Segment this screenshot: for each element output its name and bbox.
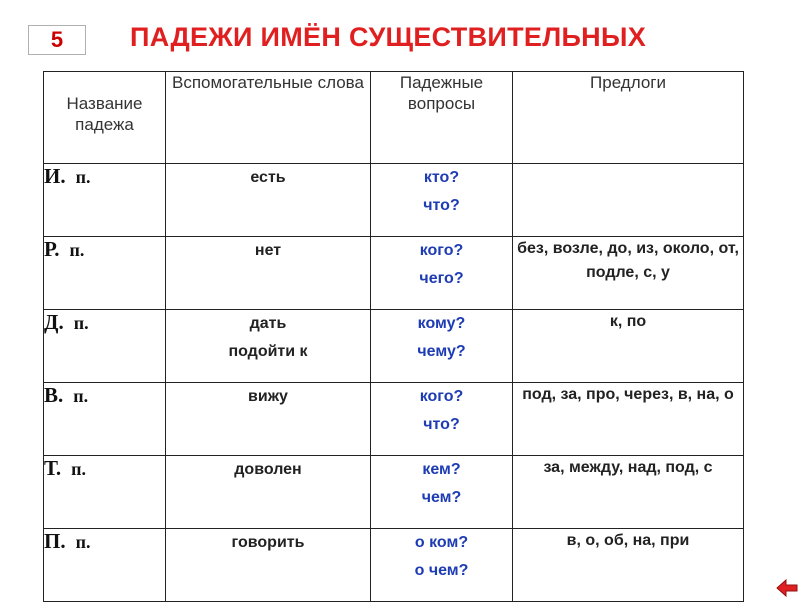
case-sub: п. xyxy=(71,459,87,479)
question: кого? xyxy=(419,242,464,259)
question: чему? xyxy=(417,343,466,360)
table-row xyxy=(44,164,744,237)
prepositions: без, возле, до, из, около, от, подле, с, у xyxy=(513,237,744,310)
case-letter: П. xyxy=(44,529,66,553)
header-case-questions: Падежные вопросы xyxy=(371,72,513,164)
case-questions xyxy=(371,529,513,602)
case-sub: п. xyxy=(75,532,91,552)
question: кем? xyxy=(422,461,461,478)
case-name xyxy=(44,164,166,237)
case-name xyxy=(44,310,166,383)
case-letter: Р. xyxy=(44,237,60,261)
question: чем? xyxy=(421,489,462,506)
case-sub: п. xyxy=(73,386,89,406)
table-row xyxy=(44,237,744,310)
cases-table xyxy=(43,71,744,602)
header-case-name: Название падежа xyxy=(44,72,166,164)
helper-word: доволен xyxy=(166,456,371,529)
table-header-row xyxy=(44,72,744,164)
case-questions xyxy=(371,456,513,529)
case-letter: И. xyxy=(44,164,66,188)
case-letter: Д. xyxy=(44,310,64,334)
table-row xyxy=(44,529,744,602)
question: что? xyxy=(423,197,460,214)
back-arrow-icon[interactable] xyxy=(776,577,798,599)
question: кому? xyxy=(417,315,466,332)
case-name xyxy=(44,456,166,529)
question: о ком? xyxy=(414,534,469,551)
case-sub: п. xyxy=(73,313,89,333)
question: кто? xyxy=(423,169,460,186)
table-row xyxy=(44,383,744,456)
question: чего? xyxy=(419,270,464,287)
case-questions xyxy=(371,237,513,310)
case-letter: Т. xyxy=(44,456,62,480)
prepositions: за, между, над, под, с xyxy=(513,456,744,529)
question: кого? xyxy=(419,388,464,405)
slide-number-badge xyxy=(28,25,86,55)
case-name xyxy=(44,529,166,602)
question: о чем? xyxy=(414,562,469,579)
case-sub: п. xyxy=(69,240,85,260)
case-questions xyxy=(371,164,513,237)
slide-number: 5 xyxy=(50,27,64,52)
case-letter: В. xyxy=(44,383,64,407)
helper-word: вижу xyxy=(166,383,371,456)
case-name xyxy=(44,383,166,456)
helper-word: дать подойти к xyxy=(166,310,371,383)
helper-word: нет xyxy=(166,237,371,310)
case-questions xyxy=(371,383,513,456)
case-questions xyxy=(371,310,513,383)
question: что? xyxy=(423,416,460,433)
helper-word: есть xyxy=(166,164,371,237)
case-sub: п. xyxy=(75,167,91,187)
table-row xyxy=(44,456,744,529)
helper-word: говорить xyxy=(166,529,371,602)
table-row xyxy=(44,310,744,383)
case-name xyxy=(44,237,166,310)
prepositions: в, о, об, на, при xyxy=(513,529,744,602)
header-prepositions: Предлоги xyxy=(513,72,744,164)
header-helper-words: Вспомогательные слова xyxy=(166,72,371,164)
prepositions: к, по xyxy=(513,310,744,383)
prepositions xyxy=(513,164,744,237)
page-title: ПАДЕЖИ ИМЁН СУЩЕСТВИТЕЛЬНЫХ xyxy=(130,22,646,52)
prepositions: под, за, про, через, в, на, о xyxy=(513,383,744,456)
